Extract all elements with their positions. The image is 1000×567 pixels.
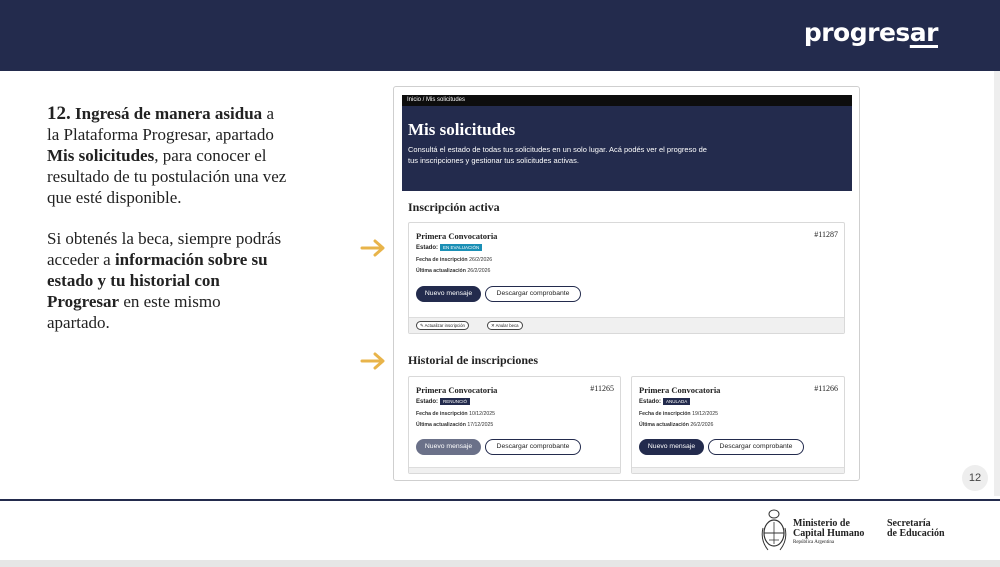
last-update-label: Última actualización <box>416 422 466 428</box>
breadcrumb[interactable]: Inicio / Mis solicitudes <box>402 95 852 106</box>
status-row <box>416 398 470 405</box>
secretaria-line-2: de Educación <box>887 528 945 539</box>
page-header <box>402 106 852 191</box>
p2-segment: información sobre su estado y tu historial con Progresar <box>47 250 268 311</box>
p2-segment: Si obtenés la beca, siempre podrás acceder a <box>47 229 282 269</box>
last-update <box>639 422 713 428</box>
update-inscription-label: Actualizar inscripción <box>424 323 465 328</box>
card-footer <box>632 467 844 473</box>
last-update-value: 26/2/2026 <box>467 268 491 274</box>
download-receipt-button[interactable]: Descargar comprobante <box>708 439 804 455</box>
status-label: Estado: <box>639 399 662 406</box>
p1-segment: a la Plataforma Progresar, apartado <box>47 104 274 144</box>
page-number: 12 <box>962 465 988 491</box>
slide-edge <box>994 71 1000 496</box>
footer-divider <box>0 499 1000 501</box>
download-receipt-button[interactable]: Descargar comprobante <box>485 439 581 455</box>
application-id: #11265 <box>590 384 614 393</box>
paragraph-2-body <box>47 229 281 332</box>
inscription-date <box>416 411 495 417</box>
step-number: 12. <box>47 103 71 124</box>
ministry-subtitle: República Argentina <box>793 540 835 545</box>
new-message-button[interactable]: Nuevo mensaje <box>416 286 481 302</box>
last-update <box>416 422 493 428</box>
cancel-scholarship-chip[interactable] <box>487 321 523 330</box>
status-label: Estado: <box>416 399 439 406</box>
status-label: Estado: <box>416 245 439 252</box>
history-card-1 <box>408 376 621 474</box>
application-id: #11287 <box>814 230 838 239</box>
card-title: Primera Convocatoria <box>639 385 721 395</box>
national-coat-of-arms-icon <box>760 508 788 554</box>
inscription-date-label: Fecha de inscripción <box>639 411 691 417</box>
application-id: #11266 <box>814 384 838 393</box>
download-receipt-button[interactable]: Descargar comprobante <box>485 286 581 302</box>
progresar-logo <box>804 18 938 47</box>
page-title: Mis solicitudes <box>408 120 516 139</box>
update-inscription-chip[interactable] <box>416 321 469 330</box>
p1-segment: Ingresá de manera asidua <box>75 104 263 123</box>
edit-icon: ✎ <box>420 323 424 328</box>
inscription-date-value: 26/2/2026 <box>469 257 493 263</box>
cancel-scholarship-label: Anular beca <box>495 323 519 328</box>
brand-text-underlined: ar <box>909 18 938 47</box>
card-title: Primera Convocatoria <box>416 385 498 395</box>
secretaria-line-1: Secretaría <box>887 518 931 529</box>
active-section-title: Inscripción activa <box>408 200 500 214</box>
card-footer <box>409 467 620 473</box>
history-card-2 <box>631 376 845 474</box>
instruction-paragraph-2 <box>47 228 287 333</box>
new-message-button[interactable]: Nuevo mensaje <box>416 439 481 455</box>
p2-segment: en este mismo apartado. <box>47 292 221 332</box>
arrow-right-icon <box>360 239 386 257</box>
secretaria-logo-text <box>887 519 945 539</box>
inscription-date-value: 19/12/2025 <box>692 411 719 417</box>
status-badge: RENUNCIÓ <box>440 398 470 405</box>
inscription-date-label: Fecha de inscripción <box>416 411 468 417</box>
ministry-line-1: Ministerio de <box>793 518 850 529</box>
brand-text: progres <box>803 18 910 47</box>
ministry-logo-text <box>793 519 864 547</box>
p1-segment: , para conocer el resultado de tu postulación una vez que esté disponible. <box>47 146 287 207</box>
header-bar <box>0 0 1000 71</box>
status-row <box>639 398 690 405</box>
inscription-date <box>639 411 718 417</box>
status-badge: EN EVALUACIÓN <box>440 244 482 251</box>
status-badge: ANULADA <box>663 398 690 405</box>
page-description: Consultá el estado de todas tus solicitudes en un solo lugar. Acá podés ver el progreso de tus inscripciones y gestionar tus solicitudes activas. <box>408 145 707 165</box>
inscription-date <box>416 257 492 263</box>
inscription-date-label: Fecha de inscripción <box>416 257 468 263</box>
card-title: Primera Convocatoria <box>416 231 498 241</box>
bottom-strip <box>0 560 1000 567</box>
status-row <box>416 244 482 251</box>
ministry-line-2: Capital Humano <box>793 528 865 539</box>
last-update-value: 17/12/2025 <box>467 422 494 428</box>
instructions-text <box>47 103 287 353</box>
paragraph-1-body <box>47 104 286 207</box>
p1-segment: Mis solicitudes <box>47 146 155 165</box>
mis-solicitudes-screenshot <box>393 86 860 481</box>
arrow-right-icon <box>360 352 386 370</box>
last-update-label: Última actualización <box>416 268 466 274</box>
card-actions-bar <box>409 317 844 333</box>
new-message-button[interactable]: Nuevo mensaje <box>639 439 704 455</box>
last-update <box>416 268 490 274</box>
close-icon: ✕ <box>491 323 495 328</box>
instruction-paragraph-1 <box>47 103 287 208</box>
last-update-value: 26/2/2026 <box>690 422 714 428</box>
last-update-label: Última actualización <box>639 422 689 428</box>
inscription-date-value: 10/12/2025 <box>469 411 496 417</box>
active-application-card <box>408 222 845 334</box>
history-section-title: Historial de inscripciones <box>408 353 538 367</box>
